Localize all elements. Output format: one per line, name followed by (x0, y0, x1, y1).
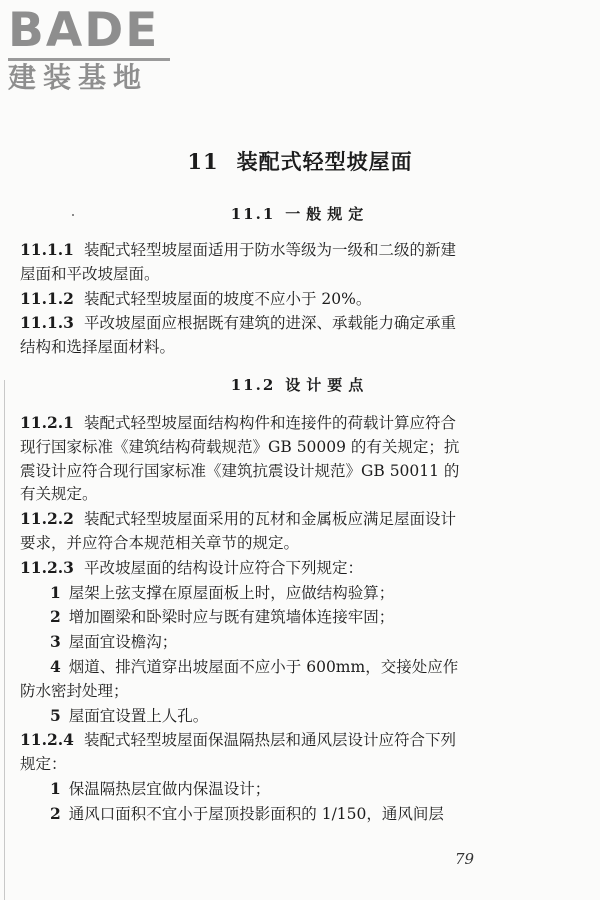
item-number: 5 (50, 705, 61, 725)
list-item (20, 655, 490, 680)
clause-number: 11.2.4 (20, 730, 74, 750)
item-number: 2 (50, 607, 61, 627)
clause-line (20, 556, 490, 581)
item-number: 3 (50, 632, 61, 652)
item-text: 烟道、排汽道穿出坡屋面不应小于 600mm，交接处应作 (68, 657, 459, 676)
clause-number: 11.2.1 (20, 412, 74, 432)
clause-text: 装配式轻型坡屋面的坡度不应小于 20%。 (83, 289, 372, 308)
clause-number: 11.2.2 (20, 509, 74, 529)
clause-number: 11.1.3 (20, 313, 74, 333)
clause-line: 结构和选择屋面材料。 (20, 338, 176, 357)
item-number: 1 (50, 778, 61, 798)
section-number: 11.2 (230, 376, 276, 394)
clause-text: 装配式轻型坡屋面采用的瓦材和金属板应满足屋面设计 (83, 510, 456, 529)
item-text: 增加圈梁和卧梁时应与既有建筑墙体连接牢固； (68, 608, 395, 627)
clause-number: 11.1.1 (20, 240, 74, 259)
clause-line (20, 238, 490, 263)
clause-line: 规定： (20, 755, 67, 774)
clause-line: 要求，并应符合本规范相关章节的规定。 (20, 533, 300, 552)
clause-line (20, 311, 490, 336)
list-item-continuation: 防水密封处理； (20, 681, 129, 700)
section-gap (20, 360, 490, 411)
section-title-text: 一般规定 (285, 205, 370, 223)
logo-wordmark: BADE (8, 3, 160, 58)
clause-line (20, 507, 490, 532)
clause-line (20, 728, 490, 753)
bade-logo (8, 3, 170, 94)
clause-line: 屋面和平改坡屋面。 (20, 264, 160, 283)
logo-subtitle: 建装基地 (8, 61, 149, 94)
clause-line: 震设计应符合现行国家标准《建筑抗震设计规范》GB 50011 的 (20, 461, 460, 480)
list-item (20, 777, 490, 802)
clause-line (20, 411, 490, 436)
list-item (20, 605, 490, 630)
clause-text: 装配式轻型坡屋面结构构件和连接件的荷载计算应符合 (83, 413, 456, 432)
clause-text: 平改坡屋面的结构设计应符合下列规定： (83, 558, 363, 577)
section-number: 11.1 (230, 205, 276, 223)
item-text: 通风口面积不宜小于屋顶投影面积的 1/150，通风间层 (68, 804, 444, 823)
item-text: 保温隔热层宜做内保温设计； (68, 779, 271, 798)
chapter-title-text: 装配式轻型坡屋面 (236, 149, 413, 174)
clause-line: 有关规定。 (20, 485, 98, 504)
item-text: 屋面宜设置上人孔。 (68, 706, 209, 725)
list-item (20, 581, 490, 606)
list-item (20, 630, 490, 655)
item-text: 屋架上弦支撑在原屋面板上时，应做结构验算； (68, 583, 395, 602)
clause-number: 11.1.2 (20, 288, 74, 308)
section-title-text: 设计要点 (285, 376, 370, 394)
list-item (20, 802, 490, 827)
chapter-number: 11 (187, 149, 219, 174)
item-text: 屋面宜设檐沟； (68, 633, 178, 652)
clause-text: 平改坡屋面应根据既有建筑的进深、承载能力确定承重 (83, 314, 456, 333)
item-number: 4 (50, 656, 61, 676)
page-body (20, 238, 490, 827)
item-number: 1 (50, 582, 61, 602)
page-number: 79 (455, 850, 475, 868)
clause-line: 现行国家标准《建筑结构荷载规范》GB 50009 的有关规定；抗 (20, 437, 460, 456)
scan-edge-line (4, 380, 5, 900)
list-item (20, 704, 490, 729)
section-heading (0, 203, 600, 224)
clause-line (20, 287, 490, 312)
clause-text: 装配式轻型坡屋面保温隔热层和通风层设计应符合下列 (83, 731, 456, 750)
clause-number: 11.2.3 (20, 557, 74, 577)
chapter-title (0, 146, 600, 176)
clause-text: 装配式轻型坡屋面适用于防水等级为一级和二级的新建 (83, 241, 456, 259)
item-number: 2 (50, 803, 61, 823)
